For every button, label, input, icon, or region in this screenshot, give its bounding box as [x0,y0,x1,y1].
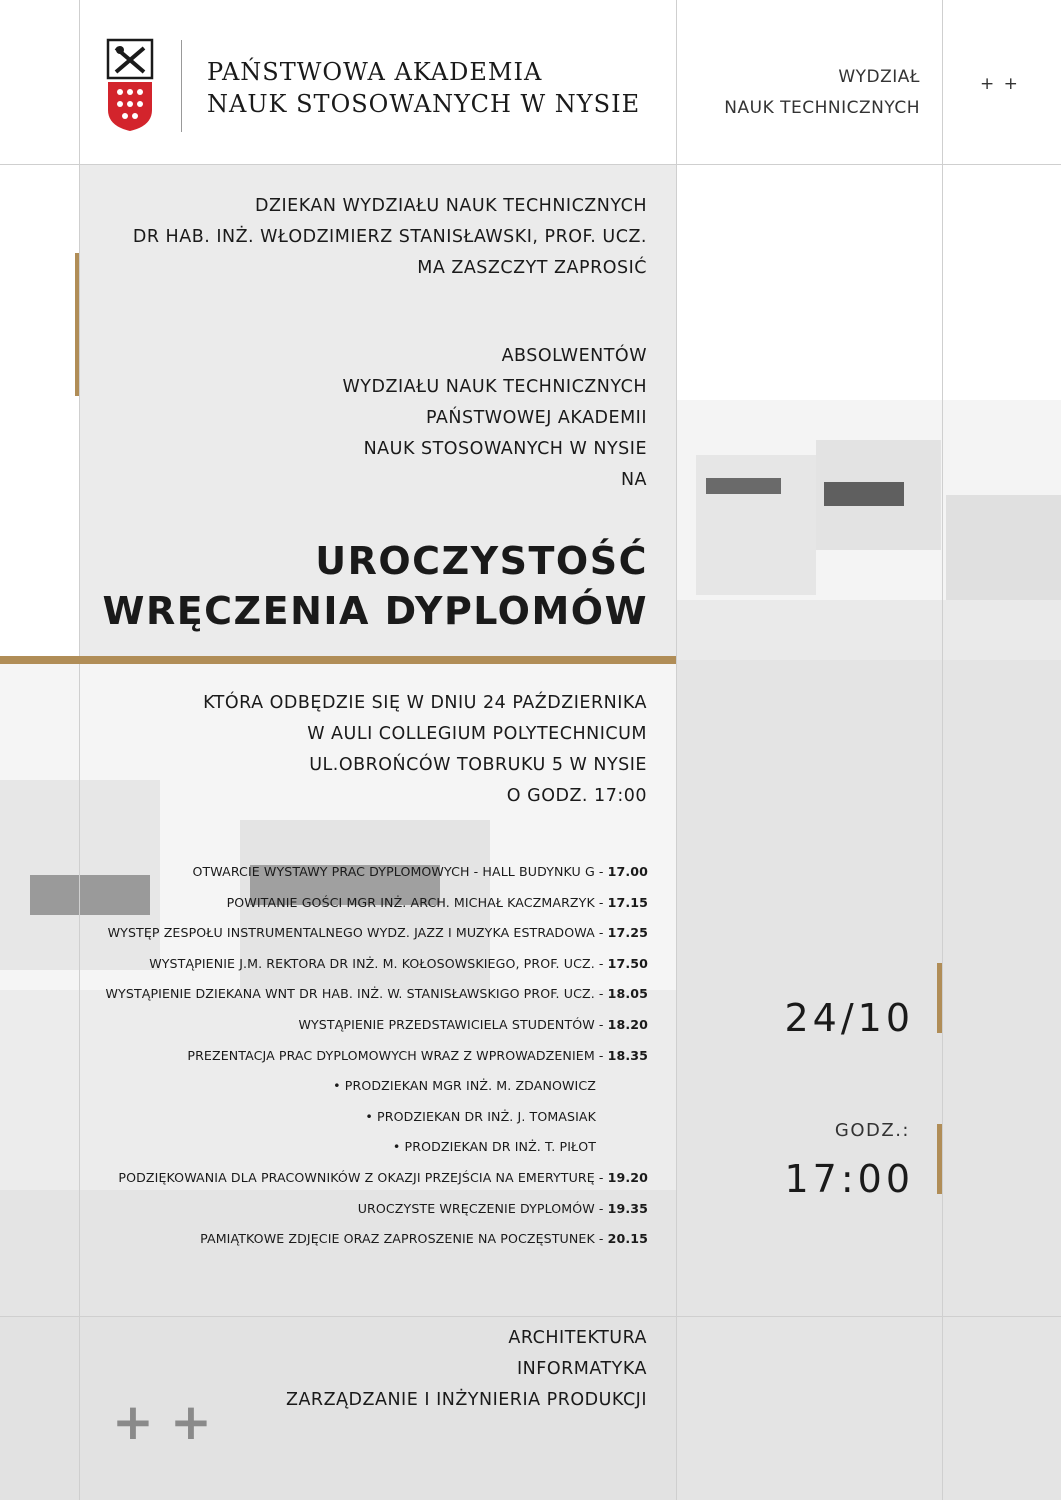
program-item: PODZIĘKOWANIA DLA PRACOWNIKÓW Z OKAZJI PRZEJŚCIA NA EMERYTURĘ - 19.20 [118,1169,648,1185]
grid-line [0,164,1061,165]
program-item: WYSTĄPIENIE DZIEKANA WNT DR HAB. INŻ. W. STANISŁAWSKIGO PROF. UCZ. - 18.05 [105,986,648,1002]
program-item: WYSTĄPIENIE J.M. REKTORA DR INŻ. M. KOŁOSOWSKIEGO, PROF. UCZ. - 17.50 [149,955,648,971]
department-line-2: NAUK TECHNICZNYCH [724,98,920,118]
program-item: WYSTĘP ZESPOŁU INSTRUMENTALNEGO WYDZ. JAZZ I MUZYKA ESTRADOWA - 17.25 [107,925,648,941]
institution-name [207,56,640,120]
grid-line [79,0,80,1500]
event-title [60,536,648,636]
program-subitem: • PRODZIEKAN DR INŻ. T. PIŁOT [392,1139,596,1155]
program-subitem: • PRODZIEKAN MGR INŻ. M. ZDANOWICZ [333,1078,596,1094]
details-line-1: KTÓRA ODBĘDZIE SIĘ W DNIU 24 PAŹDZIERNIKA [203,693,647,713]
details-line-3: UL.OBROŃCÓW TOBRUKU 5 W NYSIE [309,755,647,775]
department-line-1: WYDZIAŁ [838,67,920,87]
accent-bar-date [937,963,942,1033]
program-item: OTWARCIE WYSTAWY PRAC DYPLOMOWYCH - HALL BUDYNKU G - 17.00 [192,864,648,879]
details-line-2: W AULI COLLEGIUM POLYTECHNICUM [307,724,647,744]
details-line-4: O GODZ. 17:00 [506,786,647,806]
invitation-host [90,191,647,284]
grid-line [676,0,677,1500]
institution-line-2: NAUK STOSOWANYCH W NYSIE [207,90,641,118]
header-divider [181,40,182,132]
grid-line [0,1316,1061,1317]
title-line-1: UROCZYSTOŚĆ [315,539,648,583]
host-line-3: MA ZASZCZYT ZAPROSIĆ [417,258,647,278]
department-name [680,62,920,124]
host-line-1: DZIEKAN WYDZIAŁU NAUK TECHNICZNYCH [255,196,647,216]
footer-plus-icon: + [112,1393,154,1451]
date-panel [676,660,1061,1500]
header-plus-mark: + + [980,74,1020,94]
event-details [90,688,647,812]
invitation-guests [90,341,647,496]
field-item: ARCHITEKTURA [508,1328,647,1348]
guests-line-4: NAUK STOSOWANYCH W NYSIE [363,439,647,459]
institution-line-1: PAŃSTWOWA AKADEMIA [207,58,543,86]
program-item: PAMIĄTKOWE ZDJĘCIE ORAZ ZAPROSZENIE NA POCZĘSTUNEK - 20.15 [200,1231,648,1247]
event-date: 24/10 [784,996,914,1040]
field-item: ZARZĄDZANIE I INŻYNIERIA PRODUKCJI [285,1390,647,1410]
program-item: POWITANIE GOŚCI MGR INŻ. ARCH. MICHAŁ KACZMARZYK - 17.15 [226,894,648,910]
event-time: 17:00 [784,1157,914,1201]
accent-rule [0,656,676,664]
footer-plus-icon: + [170,1393,212,1451]
program-item: PREZENTACJA PRAC DYPLOMOWYCH WRAZ Z WPROWADZENIEM - 18.35 [187,1047,648,1063]
guests-line-3: PAŃSTWOWEJ AKADEMII [425,408,647,428]
crest-icon [106,38,154,132]
accent-bar-time [937,1124,942,1194]
time-label: GODZ.: [834,1120,910,1141]
title-line-2: WRĘCZENIA DYPLOMÓW [102,589,648,633]
university-crest [106,38,154,132]
guests-line-2: WYDZIAŁU NAUK TECHNICZNYCH [342,377,647,397]
program-item: UROCZYSTE WRĘCZENIE DYPLOMÓW - 19.35 [357,1200,648,1216]
program-item: WYSTĄPIENIE PRZEDSTAWICIELA STUDENTÓW - 18.20 [298,1016,648,1032]
host-line-2: DR HAB. INŻ. WŁODZIMIERZ STANISŁAWSKI, PROF. UCZ. [132,227,647,247]
field-item: INFORMATYKA [517,1359,647,1379]
background-photo-top-right [676,400,1061,660]
guests-line-1: ABSOLWENTÓW [501,346,647,366]
grid-line [942,0,943,1500]
program-subitem: • PRODZIEKAN DR INŻ. J. TOMASIAK [365,1108,596,1124]
accent-bar-left [75,253,79,396]
guests-line-5: NA [620,470,647,490]
program-list [60,857,648,1255]
